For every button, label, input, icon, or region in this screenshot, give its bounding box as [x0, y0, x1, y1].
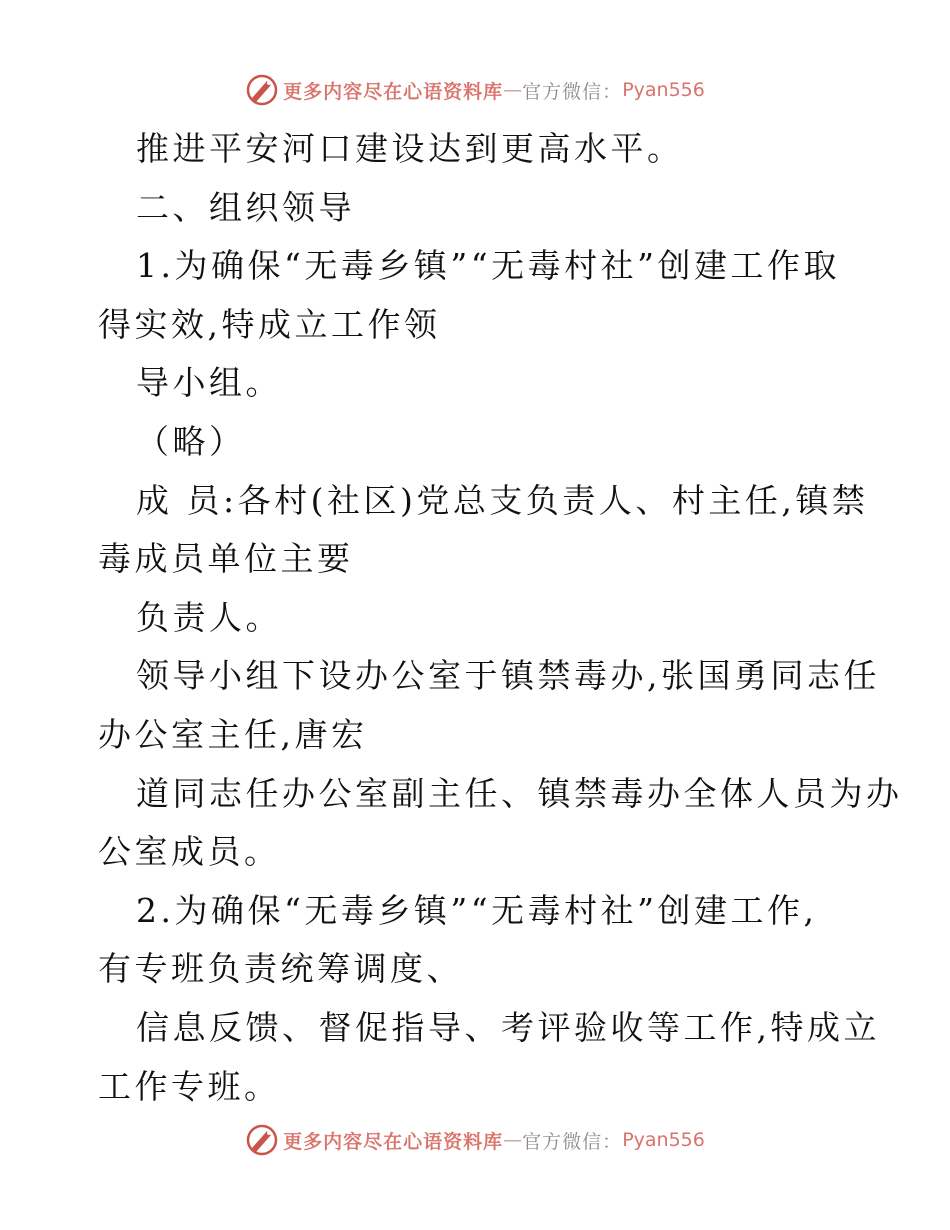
body-line: 领导小组下设办公室于镇禁毒办,张国勇同志任 — [136, 656, 880, 696]
body-line: 1.为确保“无毒乡镇”“无毒村社”创建工作取 — [136, 246, 840, 286]
watermark-id: Pyan556 — [622, 79, 705, 101]
body-line: 导小组。 — [136, 363, 282, 403]
body-line: 推进平安河口建设达到更高水平。 — [136, 129, 684, 168]
body-line: 得实效,特成立工作领 — [98, 304, 441, 344]
body-line: 2.为确保“无毒乡镇”“无毒村社”创建工作, — [136, 890, 818, 930]
body-line: 负责人。 — [136, 597, 282, 637]
body-line: 信息反馈、督促指导、考评验收等工作,特成立 — [136, 1007, 880, 1047]
document-body — [98, 120, 903, 1116]
watermark-separator: — — [503, 79, 523, 101]
watermark-separator: — — [503, 1129, 523, 1151]
watermark-label: 官方微信： — [522, 1130, 623, 1153]
footer-watermark — [0, 1120, 950, 1160]
body-line: （略） — [136, 421, 246, 461]
body-line: 道同志任办公室副主任、镇禁毒办全体人员为办 — [136, 773, 903, 813]
body-line: 办公室主任,唐宏 — [98, 714, 368, 754]
body-line: 工作专班。 — [98, 1066, 281, 1106]
pen-circle-logo-icon — [245, 1123, 279, 1157]
body-line: 成 员:各村(社区)党总支负责人、村主任,镇禁 — [136, 480, 869, 520]
body-line: 毒成员单位主要 — [98, 539, 354, 579]
section-heading: 二、组织领导 — [136, 187, 355, 227]
watermark-id: Pyan556 — [622, 1129, 705, 1151]
pen-circle-logo-icon — [245, 73, 279, 107]
watermark-brand: 更多内容尽在心语资料库 — [283, 80, 504, 103]
body-line: 有专班负责统筹调度、 — [98, 949, 463, 989]
watermark-brand: 更多内容尽在心语资料库 — [283, 1130, 504, 1153]
body-line: 公室成员。 — [98, 832, 281, 872]
header-watermark — [0, 70, 950, 110]
watermark-label: 官方微信： — [522, 80, 623, 103]
